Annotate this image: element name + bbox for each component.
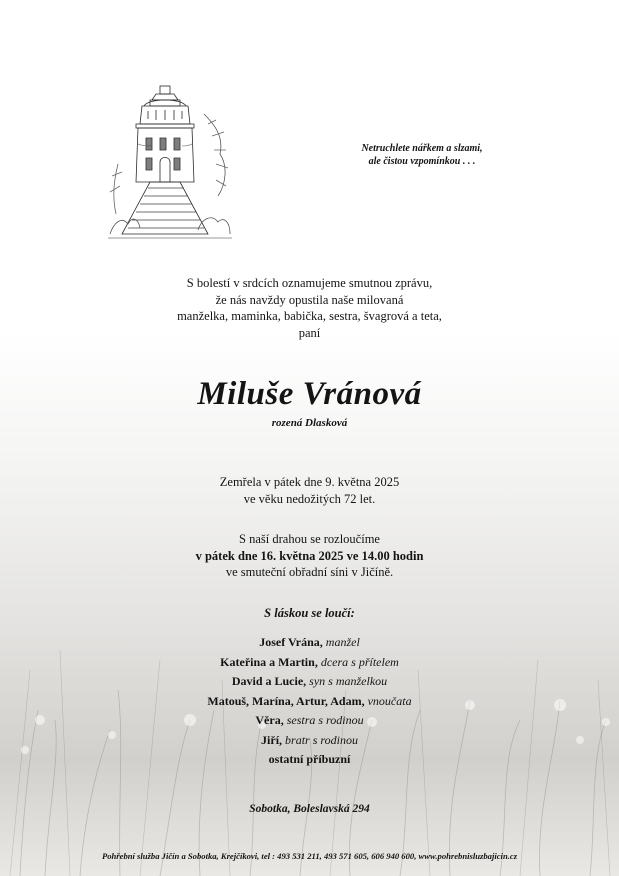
mourner-row — [0, 711, 619, 731]
announcement-line: S bolestí v srdcích oznamujeme smutnou zprávu, — [186, 276, 433, 290]
deceased-name: Miluše Vránová — [197, 376, 422, 412]
castle-drawing — [108, 84, 232, 242]
funeral-service-footer: Pohřební služba Jičín a Sobotka, Krejčíkovi, tel : 493 531 211, 493 571 605, 606 940 600, www.pohrebnisluzbajicin.cz — [101, 851, 518, 861]
mourner-relation: syn s manželkou — [309, 674, 388, 688]
announcement-line: manželka, maminka, babička, sestra, švagrová a teta, — [177, 309, 442, 323]
death-details — [0, 474, 619, 507]
announcement-text — [0, 275, 619, 341]
motto — [342, 142, 502, 168]
mourner-relation: manžel — [325, 635, 360, 649]
mourners-heading: S láskou se loučí: — [264, 606, 355, 620]
mourner-names: Josef Vrána, — [259, 635, 323, 649]
mourner-names: Kateřina a Martin, — [220, 654, 318, 669]
age-at-death: ve věku nedožitých 72 let. — [243, 491, 376, 506]
announcement-line: paní — [298, 325, 321, 340]
mourners-list — [0, 633, 619, 770]
funeral-details — [0, 531, 619, 581]
mourner-row — [0, 750, 619, 770]
mourner-names: Jiří, — [261, 732, 283, 747]
mourner-names: Věra, — [255, 713, 284, 727]
mourner-relation: sestra s rodinou — [286, 713, 364, 727]
mourner-row — [0, 672, 619, 692]
mourner-names: Matouš, Marína, Artur, Adam, — [207, 693, 365, 708]
mourner-names: David a Lucie, — [231, 674, 307, 688]
mourner-row — [0, 692, 619, 712]
motto-line-1: Netruchlete nářkem a slzami, — [361, 143, 483, 154]
farewell-intro: S naší drahou se rozloučíme — [239, 532, 380, 546]
funeral-venue: ve smuteční obřadní síni v Jičíně. — [225, 565, 394, 579]
announcement-line: že nás navždy opustila naše milovaná — [215, 292, 404, 307]
mourner-names: ostatní příbuzní — [268, 752, 351, 766]
mourner-row — [0, 731, 619, 751]
motto-line-2: ale čistou vzpomínkou . . . — [368, 156, 476, 167]
maiden-name: rozená Dlasková — [271, 417, 348, 429]
mourner-relation: dcera s přítelem — [320, 654, 399, 669]
mourner-relation: vnoučata — [367, 693, 412, 708]
funeral-date-time: v pátek dne 16. května 2025 ve 14.00 hodin — [195, 548, 424, 563]
address: Sobotka, Boleslavská 294 — [249, 803, 370, 815]
mourner-relation: bratr s rodinou — [285, 732, 358, 747]
death-date: Zemřela v pátek dne 9. května 2025 — [219, 475, 400, 489]
mourner-row — [0, 633, 619, 653]
mourner-row — [0, 653, 619, 673]
